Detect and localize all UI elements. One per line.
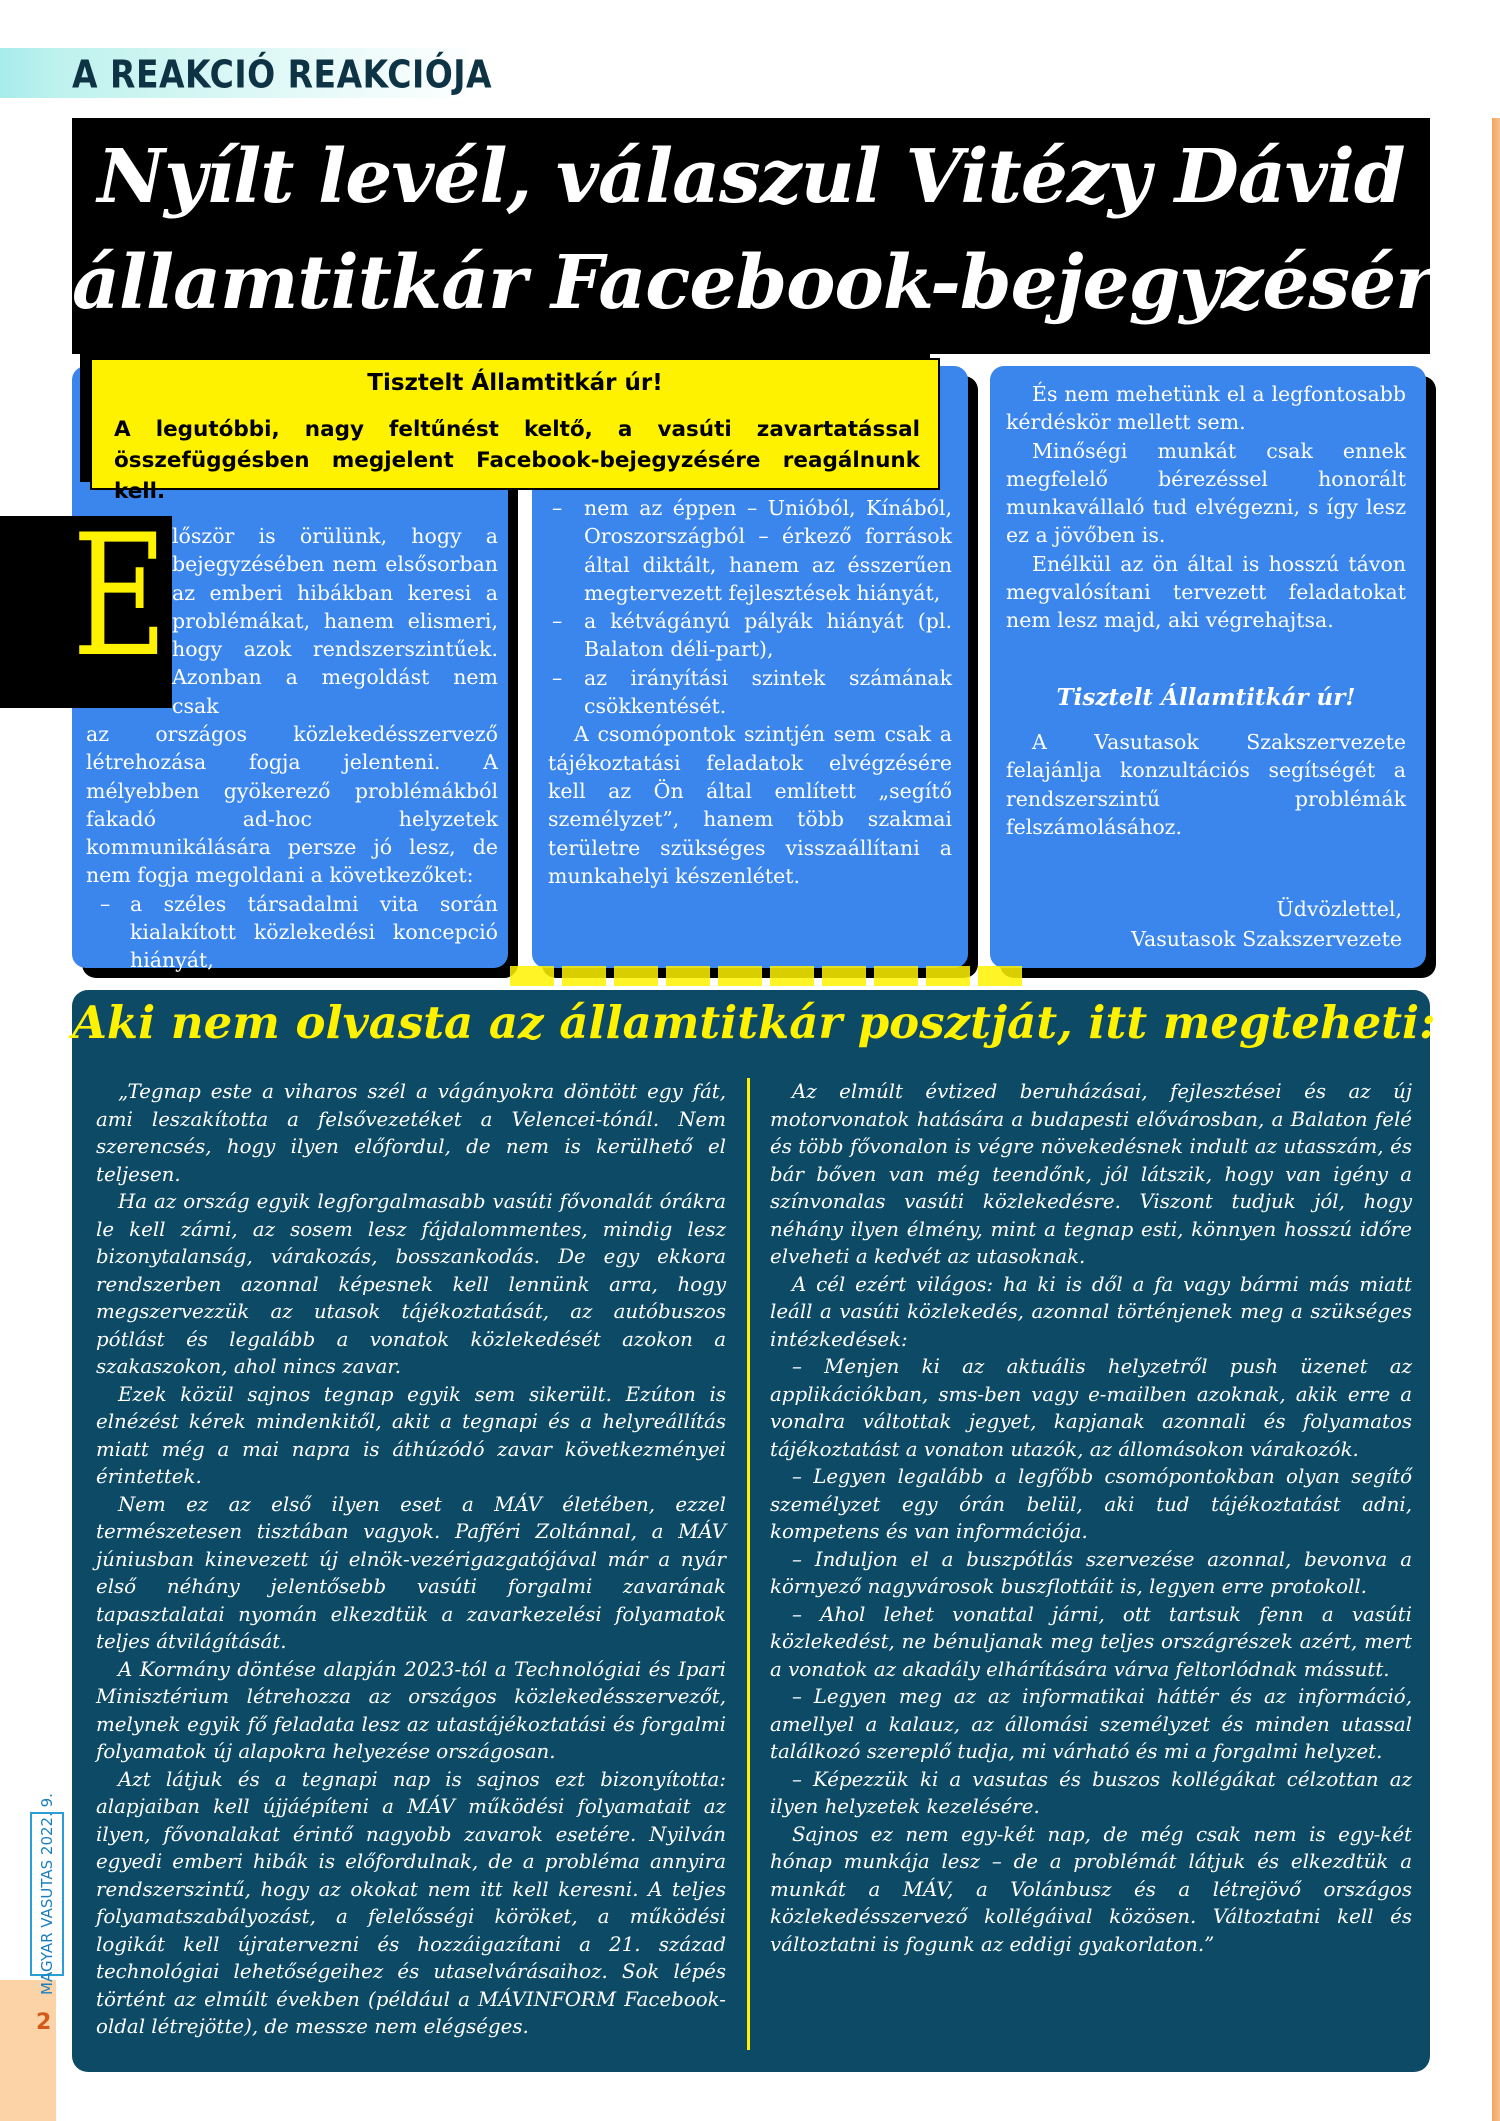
intro-text: A legutóbbi, nagy feltűnést keltő, a vasúti zavartatással összefüggésben megjelent Facebook-bejegyzésére reagálnunk kell. — [114, 417, 920, 504]
decorative-dash-strip — [510, 966, 1030, 986]
paragraph: A cél ezért világos: ha ki is dől a fa vagy bármi más miatt leáll a vasúti közlekedés, azonnal történjenek meg a szükséges intézkedések: — [770, 1272, 1412, 1351]
title-line-2: államtitkár Facebook-bejegyzésére — [72, 240, 1480, 326]
signature — [1006, 894, 1402, 954]
intro-heading: Tisztelt Államtitkár úr! — [367, 370, 663, 396]
paragraph: Azt látjuk és a tegnapi nap is sajnos ezt bizonyította: alapjaiban kell újjáépíteni a MÁV működési folyamatait az ilyen, fővonalakat érintő nagyobb zavarok esetére. Nyilván egyedi emberi hibák is előfordulnak, de a probléma annyira rendszerszintű, hogy az okokat nem itt kell keresni. A teljes folyamatszabályozást, a felelősségi köröket, a működési logikát kell újratervezni és hozzáigazítani a 21. század technológiai lehetőségeihez és utaselvárásaihoz. Sok lépés történt az elmúlt években (például a MÁVINFORM Facebook-oldal létrejötte), de messze nem elégséges. — [96, 1767, 726, 2038]
page-edge-left — [0, 1980, 56, 2121]
paragraph: az országos közlekedésszervező létrehozása fogja jelenteni. A mélyebben gyökerező problémákból fakadó ad-hoc helyzetek kommunikálására persze jó lesz, de nem fogja megoldani a következőket: — [86, 722, 498, 888]
list-item: – Képezzük ki a vasutas és buszos kollégákat célzottan az ilyen helyzetek kezelésére. — [770, 1767, 1412, 1818]
title-line-1: Nyílt levél, válaszul Vitézy Dávid — [97, 134, 1405, 220]
paragraph: Enélkül az ön által is hosszú távon megvalósítani tervezett feladatokat nem lesz majd, aki végrehajtsa. — [1006, 551, 1406, 633]
list-item: – a kétvágányú pályák hiányát (pl. Balaton déli-part), — [548, 607, 952, 664]
quoted-post-right-column — [770, 1078, 1412, 1958]
column-divider — [747, 1078, 750, 2050]
paragraph: Ezek közül sajnos tegnap egyik sem sikerült. Ezúton is elnézést kérek mindenkitől, akit a tegnapi és a helyreállítás miatt még a mai napra is áthúzódó zavar következményei érintettek. — [96, 1382, 726, 1488]
list-item: – Ahol lehet vonattal járni, ott tartsuk fenn a vasúti közlekedést, ne bénuljanak meg teljes országrészek azért, mert a vonatok az akadály elhárítására várva feltorlódnak mássutt. — [770, 1602, 1412, 1681]
list-item: – az irányítási szintek számának csökkentését. — [548, 664, 952, 721]
page-edge-right — [1492, 118, 1500, 2121]
list-item: – Legyen meg az az informatikai háttér és az információ, amellyel a kalauz, az állomási személyzet és minden utassal találkozó szereplő tudja, mi várható és mi a forgalmi helyzet. — [770, 1685, 1412, 1763]
list-item: – Induljon el a buszpótlás szervezése azonnal, bevonva a környező nagyvárosok buszflottáit is, legyen erre protokoll. — [770, 1547, 1412, 1598]
title-band — [72, 118, 1480, 354]
quoted-post-left-column — [96, 1078, 726, 2041]
paragraph: A Vasutasok Szakszervezete felajánlja konzultációs segítségét a rendszerszintű problémák felszámolásához. — [1006, 730, 1406, 839]
magazine-issue-tag — [30, 1793, 64, 1995]
letter-col2-body — [548, 494, 952, 890]
paragraph: Nem ez az első ilyen eset a MÁV életében, ezzel természetesen tisztában vagyok. Pafféri Zoltánnal, a MÁV júniusban kinevezett új elnök-vezérigazgatójával már a nyár első néhány jelentősebb vasúti forgalmi zavarának tapasztalatai nyomán elkezdtük a zavarkezelési folyamatok teljes átvilágítását. — [96, 1492, 726, 1653]
list-item: – a széles társadalmi vita során kialakított közlekedési koncepció hiányát, — [86, 890, 498, 975]
intro-box — [90, 358, 940, 504]
paragraph: És nem mehetünk el a legfontosabb kérdéskör mellett sem. — [1006, 382, 1406, 435]
magazine-issue-text: MAGYAR VASUTAS 2022. 9. — [38, 1793, 56, 1995]
list-item: – nem az éppen – Unióból, Kínából, Oroszországból – érkező források által diktált, hanem az ésszerűen megtervezett fejlesztések hiányát, — [548, 494, 952, 607]
paragraph: A Kormány döntése alapján 2023-tól a Technológiai és Ipari Minisztérium létrehozza az országos közlekedésszervezőt, melynek egyik fő feladata lesz az utastájékoztatási és forgalmi folyamatok új alapokra helyezése országosan. — [96, 1657, 726, 1763]
letter-col1-opening — [172, 522, 498, 720]
signature-salutation: Üdvözlettel, — [1276, 897, 1402, 921]
paragraph: „Tegnap este a viharos szél a vágányokra döntött egy fát, ami leszakította a felsővezetéket a Velencei-tónál. Nem szerencsés, hogy ilyen előfordul, de nem is kerülhető el teljesen. — [96, 1080, 726, 1186]
paragraph: A csomópontok szintjén sem csak a tájékoztatási feladatok elvégzésére kell az Ön által említett „segítő személyzet”, hanem több szakmai területre szükséges visszaállítani a munkahelyi készenlétet. — [548, 722, 952, 888]
dropcap-letter: E — [72, 498, 168, 694]
letter-col3-offer — [1006, 728, 1406, 841]
letter-col1-body — [86, 720, 498, 975]
section-label: A REAKCIÓ REAKCIÓJA — [72, 52, 493, 97]
list-item: – Menjen ki az aktuális helyzetről push üzenet az applikációkban, sms-ben vagy e-mailben azoknak, akik erre a vonalra váltottak jegyet, kapjanak azonnali és folyamatos tájékoztatást a vonaton utazók, az állomásokon várakozók. — [770, 1355, 1412, 1461]
paragraph: Az elmúlt évtized beruházásai, fejlesztései és az új motorvonatok hatására a budapesti elővárosban, a Balaton felé és több fővonalon is végre növekedésnek indult az utasszám, és bár bőven van még teendőnk, jól látszik, hogy van igény a színvonalas vasúti közlekedésre. Viszont tudjuk jól, hogy néhány ilyen élmény, mint a tegnap esti, könnyen hosszú időre elveheti a kedvét az utasoknak. — [770, 1080, 1412, 1268]
signature-organization: Vasutasok Szakszervezete — [1131, 927, 1402, 951]
paragraph: Ha az ország egyik legforgalmasabb vasúti fővonalát órákra le kell zárni, az sosem lesz fájdalommentes, mindig lesz bizonytalanság, várakozás, bosszankodás. De egy ekkora rendszerben azonnal képesnek kell lennünk arra, hogy megszervezzük az utasok tájékoztatását, az autóbuszos pótlást és legalább a vonatok közlekedését azokon a szakaszokon, ahol nincs zavar. — [96, 1190, 726, 1378]
quoted-post-heading: Aki nem olvasta az államtitkár posztját, itt megteheti: — [72, 996, 1436, 1049]
closing-greeting: Tisztelt Államtitkár úr! — [1056, 684, 1356, 711]
paragraph: Sajnos ez nem egy-két nap, de még csak nem is egy-két hónap munkája lesz – de a problémát látjuk és elkezdtük a munkát a MÁV, a Volánbusz és a létrejövő országos közlekedésszervező kollégáival közösen. Változtatni kell és változtatni is fogunk az eddigi gyakorlaton.” — [770, 1822, 1412, 1956]
list-item: – Legyen legalább a legfőbb csomópontokban olyan segítő személyzet egy órán belül, aki tud tájékoztatást adni, kompetens és van információja. — [770, 1465, 1412, 1543]
paragraph: lőször is örülünk, hogy a bejegyzésében nem elsősorban az emberi hibákban keresi a problémákat, hanem elismeri, hogy azok rendszerszintűek. Azonban a megoldást nem csak — [172, 524, 498, 718]
paragraph: Minőségi munkát csak ennek megfelelő bérezéssel honorált munkavállaló tud elvégezni, s így lesz ez a jövőben is. — [1006, 438, 1406, 548]
letter-col3-body — [1006, 380, 1406, 635]
page-number: 2 — [36, 2010, 52, 2035]
